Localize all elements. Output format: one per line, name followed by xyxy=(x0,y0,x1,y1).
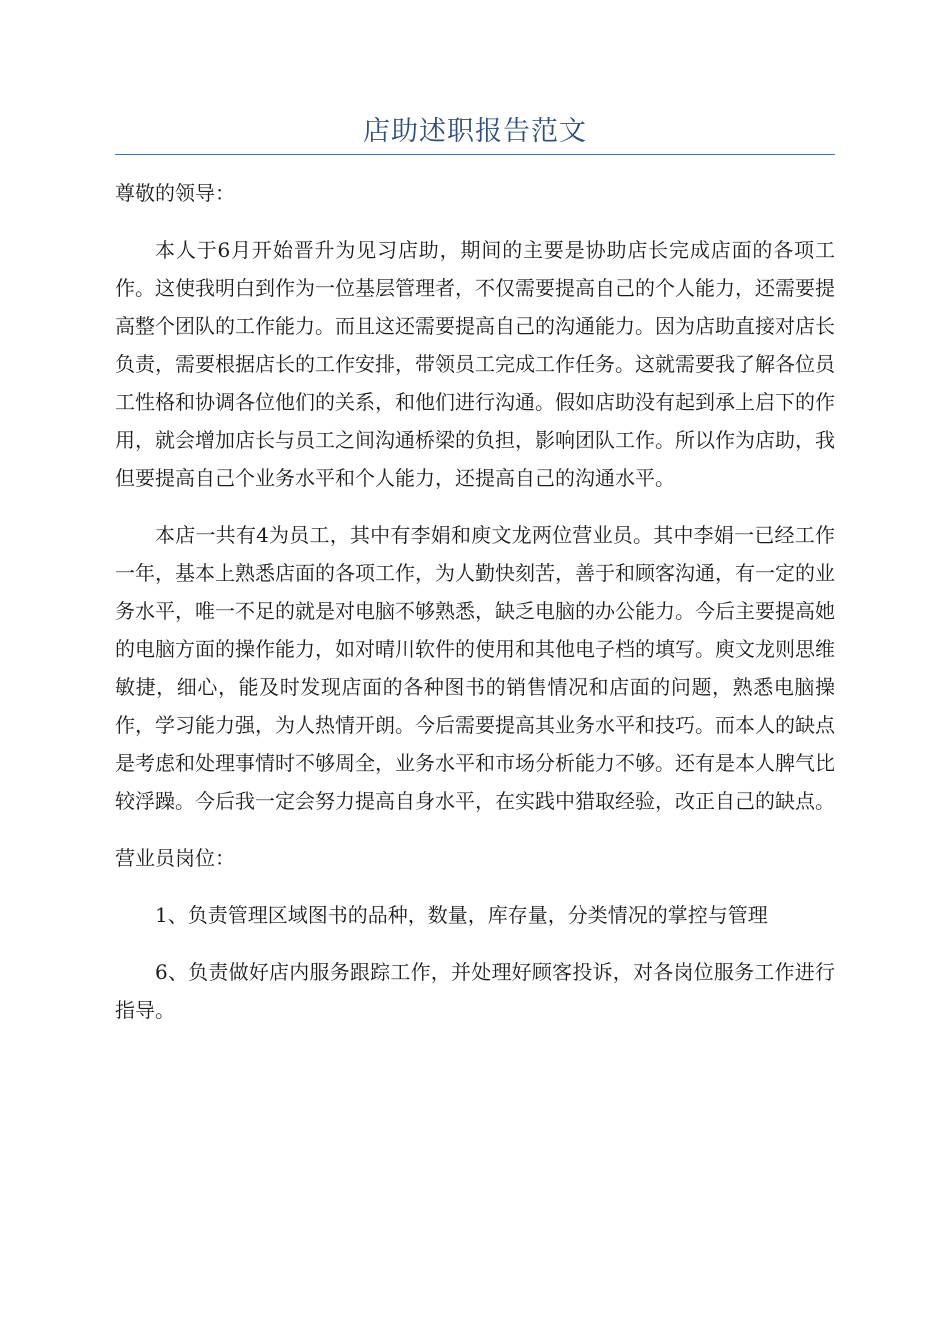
section-heading-clerk-duties: 营业员岗位： xyxy=(115,846,235,870)
duty-item-1: 1、负责管理区域图书的品种，数量，库存量，分类情况的掌控与管理 xyxy=(155,903,768,927)
salutation: 尊敬的领导： xyxy=(115,181,235,205)
title-underline xyxy=(115,154,835,155)
paragraph-role-overview: 本人于6月开始晋升为见习店助，期间的主要是协助店长完成店面的各项工作。这使我明白到作为一位基层管理者，不仅需要提高自己的个人能力，还需要提高整个团队的工作能力。而且这还需要提高自己的沟通能力。因为店助直接对店长负责，需要根据店长的工作安排，带领员工完成工作任务。这就需要我了解各位员工性格和协调各位他们的关系，和他们进行沟通。假如店助没有起到承上启下的作用，就会增加店长与员工之间沟通桥梁的负担，影响团队工作。所以作为店助，我但要提高自己个业务水平和个人能力，还提高自己的沟通水平。 xyxy=(115,238,835,490)
document-body xyxy=(115,174,835,1048)
duty-item-6: 6、负责做好店内服务跟踪工作，并处理好顾客投诉，对各岗位服务工作进行指导。 xyxy=(115,960,835,1022)
document-title: 店助述职报告范文 xyxy=(363,116,587,147)
paragraph-staff-review: 本店一共有4为员工，其中有李娟和庾文龙两位营业员。其中李娟一已经工作一年，基本上熟悉店面的各项工作，为人勤快刻苦，善于和顾客沟通，有一定的业务水平，唯一不足的就是对电脑不够熟悉，缺乏电脑的办公能力。今后主要提高她的电脑方面的操作能力，如对晴川软件的使用和其他电子档的填写。庾文龙则思维敏捷，细心，能及时发现店面的各种图书的销售情况和店面的问题，熟悉电脑操作，学习能力强，为人热情开朗。今后需要提高其业务水平和技巧。而本人的缺点是考虑和处理事情时不够周全，业务水平和市场分析能力不够。还有是本人脾气比较浮躁。今后我一定会努力提高自身水平，在实践中猎取经验，改正自己的缺点。 xyxy=(115,523,835,813)
